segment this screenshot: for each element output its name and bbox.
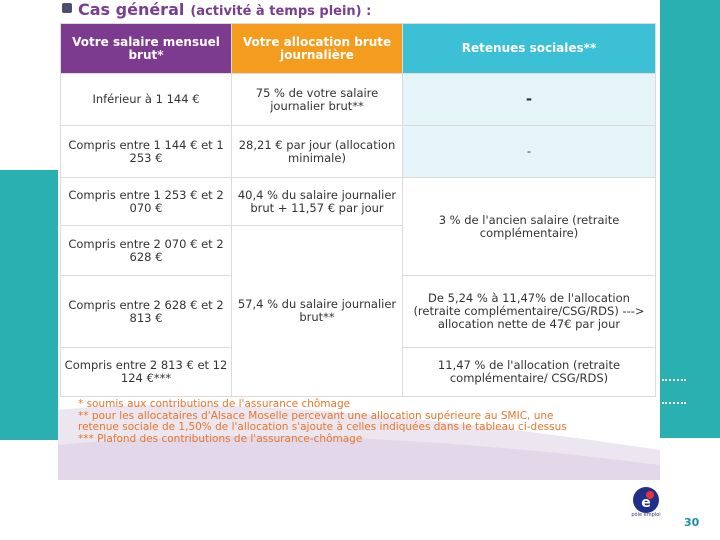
svg-text:e: e xyxy=(641,495,651,511)
deduction-cell: - xyxy=(403,74,656,126)
deduction-cell: - xyxy=(403,126,656,178)
allowance-cell: 57,4 % du salaire journalier brut** xyxy=(232,226,403,397)
logo-text: pôle emploi xyxy=(631,512,661,518)
allowance-cell: 75 % de votre salaire journalier brut** xyxy=(232,74,403,126)
footnote: * soumis aux contributions de l'assurance chômage xyxy=(78,398,351,410)
deduction-cell: De 5,24 % à 11,47% de l'allocation (retraite complémentaire/CSG/RDS) ---> allocation nette de 47€ par jour xyxy=(403,276,656,348)
pole-emploi-logo-icon xyxy=(632,486,660,514)
footnotes xyxy=(78,399,658,445)
table-header-row xyxy=(61,24,656,74)
square-bullet-icon xyxy=(62,3,72,13)
page-title xyxy=(62,0,371,20)
salary-cell: Compris entre 2 628 € et 2 813 € xyxy=(61,276,232,348)
footnote: retenue sociale de 1,50% de l'allocation s'ajoute à celles indiquées dans le tableau ci-dessus xyxy=(78,421,567,433)
table-row xyxy=(61,178,656,226)
teal-side-band-left xyxy=(0,170,60,440)
content-panel xyxy=(58,0,660,480)
allowance-table xyxy=(60,23,656,397)
header-salary: Votre salaire mensuel brut* xyxy=(61,24,232,74)
header-deductions: Retenues sociales** xyxy=(403,24,656,74)
deduction-cell: 11,47 % de l'allocation (retraite complémentaire/ CSG/RDS) xyxy=(403,348,656,397)
salary-cell: Compris entre 1 144 € et 1 253 € xyxy=(61,126,232,178)
footnote: *** Plafond des contributions de l'assurance-chômage xyxy=(78,432,363,445)
salary-cell: Compris entre 2 070 € et 2 628 € xyxy=(61,226,232,276)
deduction-cell: 3 % de l'ancien salaire (retraite complémentaire) xyxy=(403,178,656,276)
salary-cell: Compris entre 2 813 € et 12 124 €*** xyxy=(61,348,232,397)
dotted-divider xyxy=(662,402,686,404)
salary-cell: Inférieur à 1 144 € xyxy=(61,74,232,126)
header-allowance: Votre allocation brute journalière xyxy=(232,24,403,74)
table-row xyxy=(61,74,656,126)
dotted-divider xyxy=(662,379,686,381)
teal-side-band-right xyxy=(658,0,720,438)
salary-cell: Compris entre 1 253 € et 2 070 € xyxy=(61,178,232,226)
allowance-cell: 40,4 % du salaire journalier brut + 11,57 € par jour xyxy=(232,178,403,226)
allowance-cell: 28,21 € par jour (allocation minimale) xyxy=(232,126,403,178)
title-sub: (activité à temps plein) : xyxy=(190,4,372,19)
table-row xyxy=(61,126,656,178)
title-main: Cas général xyxy=(78,0,185,19)
footnote: ** pour les allocataires d'Alsace Moselle percevant une allocation supérieure au SMIC, une xyxy=(78,409,554,422)
page-number: 30 xyxy=(684,516,700,529)
